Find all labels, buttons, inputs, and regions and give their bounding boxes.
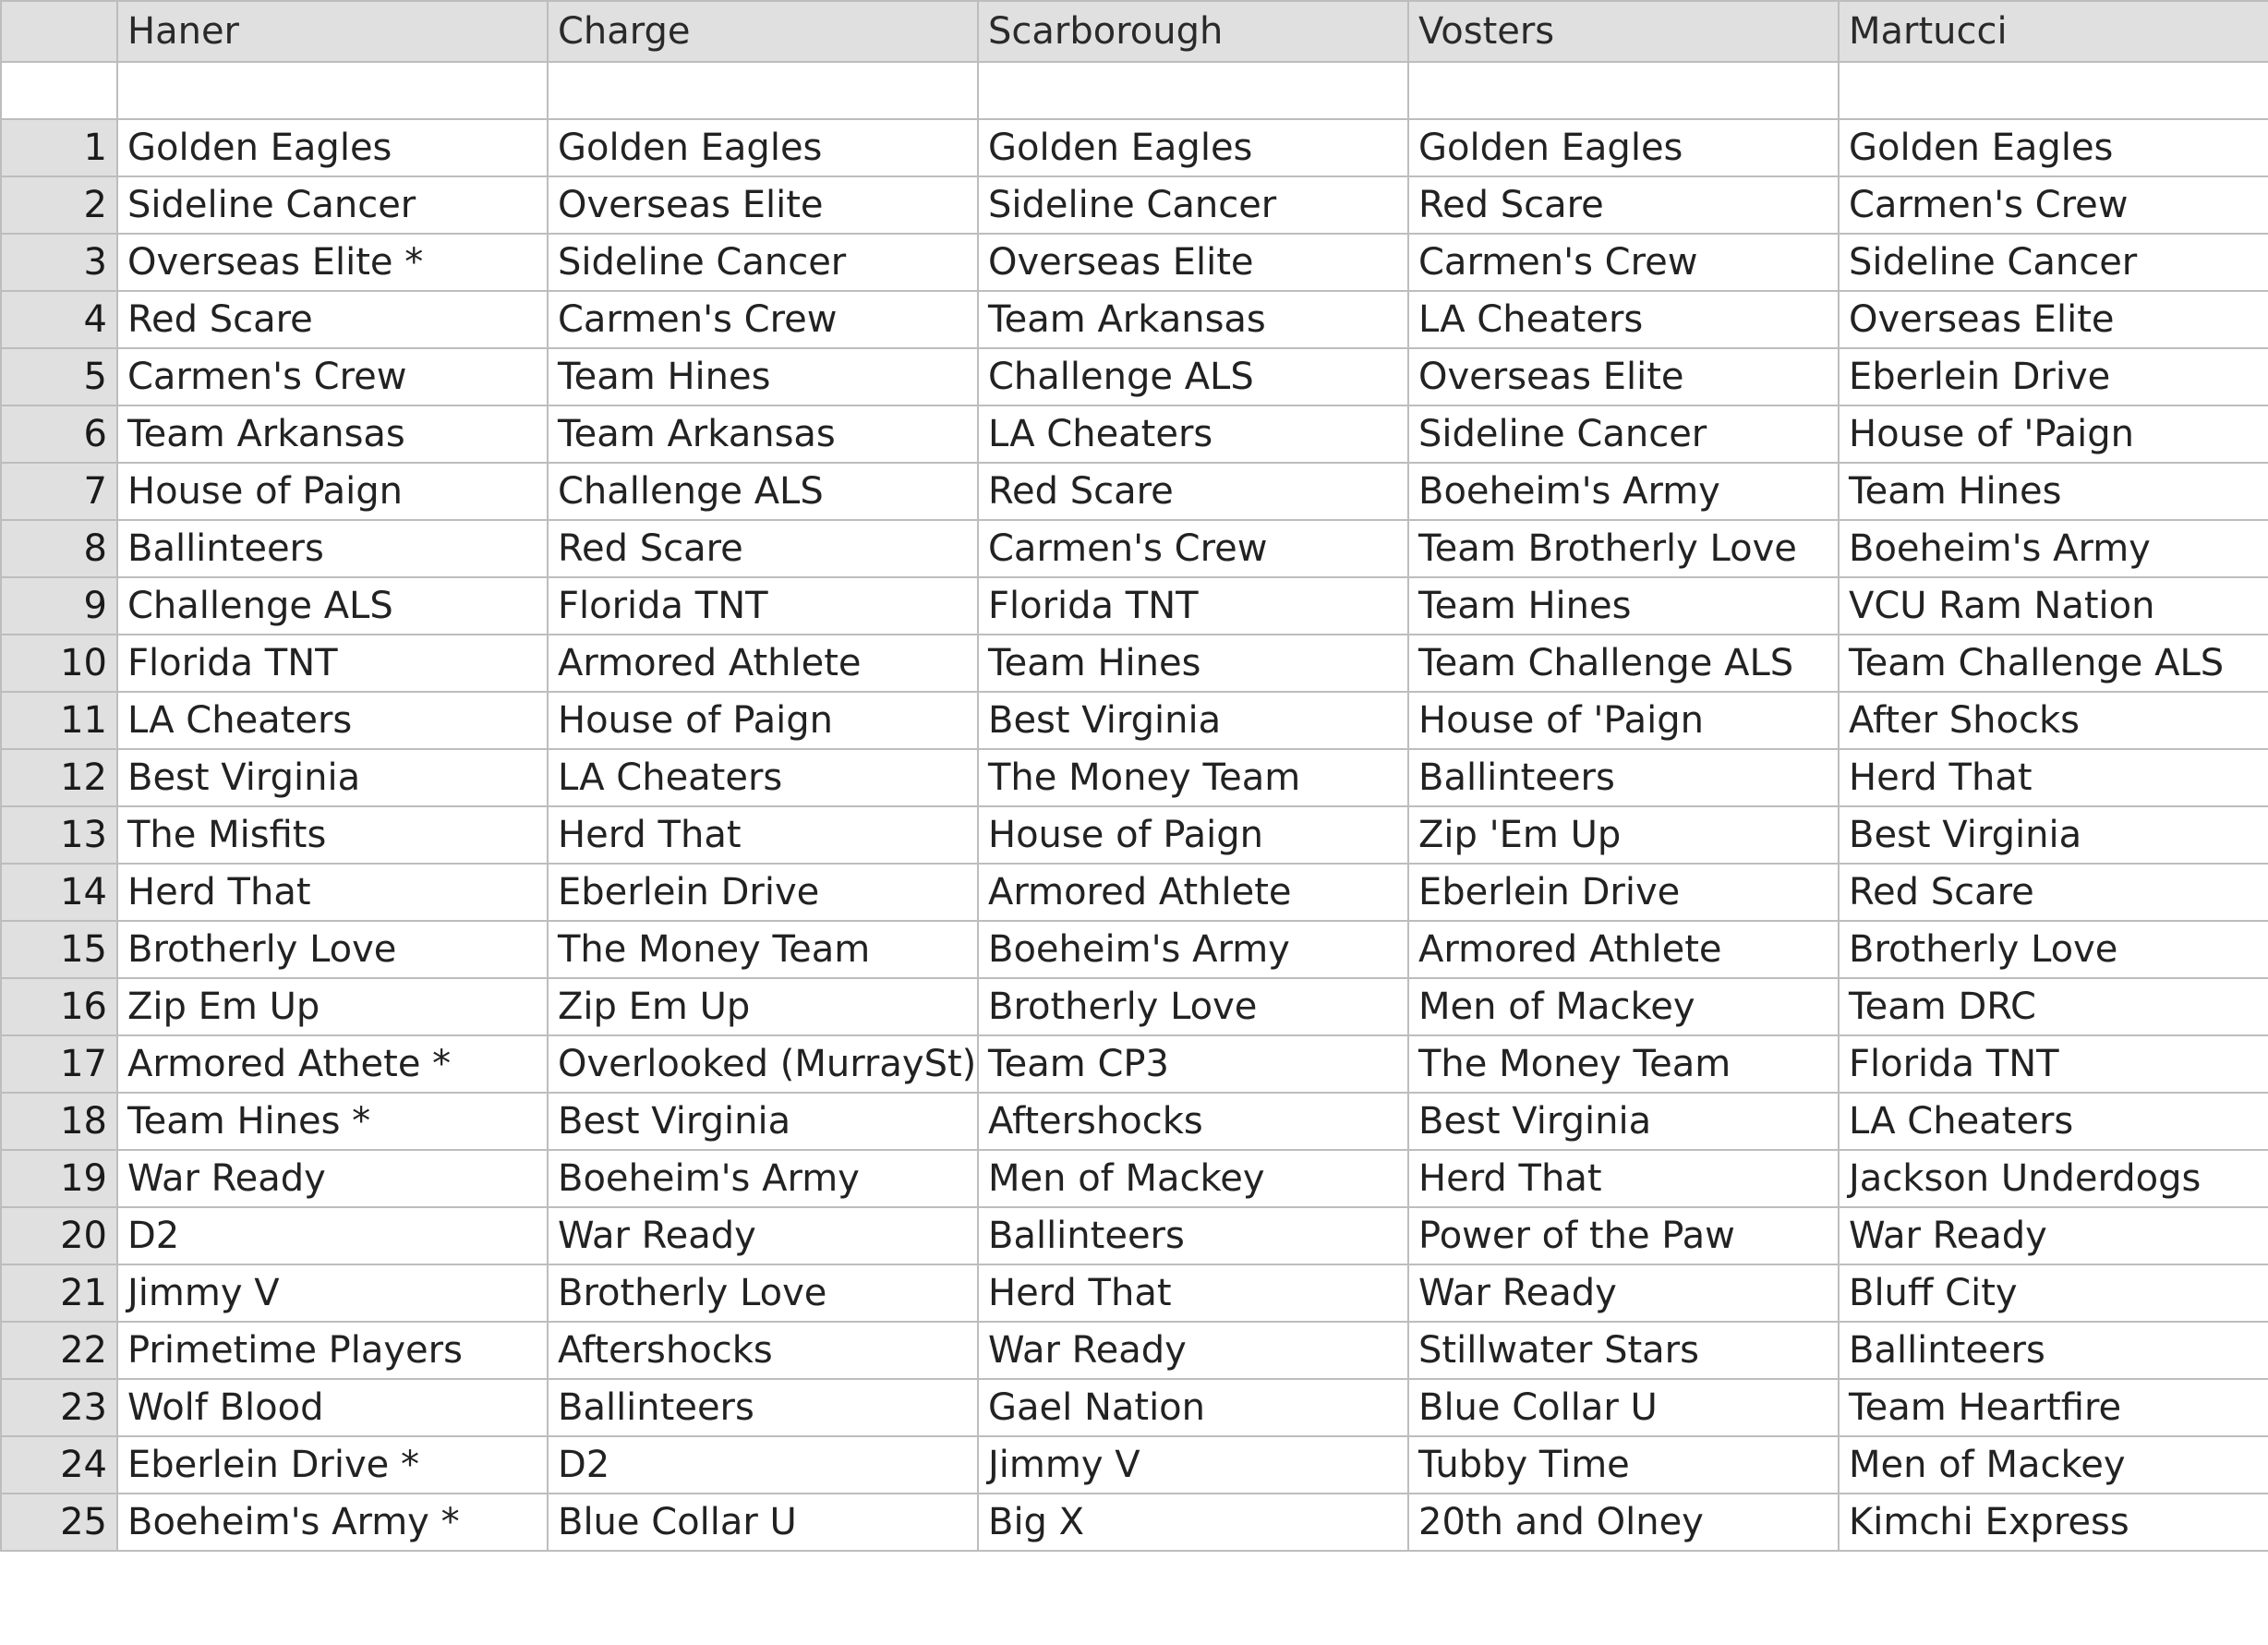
table-cell[interactable]: Team Arkansas [117, 405, 548, 463]
table-cell[interactable]: Armored Athlete [1408, 921, 1839, 978]
table-row [1, 176, 2268, 234]
table-cell[interactable]: Blue Collar U [1408, 1379, 1839, 1436]
table-cell[interactable]: Best Virginia [1408, 1093, 1839, 1150]
table-cell[interactable]: Boeheim's Army * [117, 1494, 548, 1551]
row-number[interactable]: 2 [1, 176, 117, 234]
table-cell[interactable]: Brotherly Love [117, 921, 548, 978]
table-cell[interactable]: Armored Athlete [548, 635, 978, 692]
table-cell[interactable]: Blue Collar U [548, 1494, 978, 1551]
corner-cell[interactable] [1, 1, 117, 62]
table-cell[interactable]: Team Brotherly Love [1408, 520, 1839, 577]
table-cell[interactable]: Eberlein Drive [548, 864, 978, 921]
row-number[interactable]: 11 [1, 692, 117, 749]
table-cell[interactable]: Red Scare [548, 520, 978, 577]
row-number[interactable]: 8 [1, 520, 117, 577]
row-number[interactable]: 20 [1, 1207, 117, 1264]
table-cell[interactable]: The Money Team [978, 749, 1408, 806]
table-cell[interactable]: Team Arkansas [978, 291, 1408, 348]
table-cell[interactable]: Team DRC [1839, 978, 2268, 1035]
table-cell[interactable]: The Money Team [548, 921, 978, 978]
table-cell[interactable]: Team Hines [1839, 463, 2268, 520]
table-cell[interactable]: Golden Eagles [1839, 119, 2268, 176]
table-cell[interactable]: Herd That [1839, 749, 2268, 806]
table-cell[interactable]: Brotherly Love [1839, 921, 2268, 978]
table-cell[interactable]: Team Challenge ALS [1408, 635, 1839, 692]
row-number[interactable]: 18 [1, 1093, 117, 1150]
table-cell[interactable]: Team Hines * [117, 1093, 548, 1150]
table-cell[interactable] [1408, 62, 1839, 119]
row-number[interactable]: 25 [1, 1494, 117, 1551]
row-number[interactable]: 24 [1, 1436, 117, 1494]
table-cell[interactable]: Golden Eagles [1408, 119, 1839, 176]
table-row [1, 864, 2268, 921]
table-cell[interactable]: Best Virginia [978, 692, 1408, 749]
row-number[interactable]: 7 [1, 463, 117, 520]
row-number[interactable] [1, 62, 117, 119]
table-row [1, 1494, 2268, 1551]
table-cell[interactable]: Team Hines [978, 635, 1408, 692]
table-row [1, 577, 2268, 635]
table-row [1, 1436, 2268, 1494]
table-cell[interactable]: Jimmy V [978, 1436, 1408, 1494]
table-row [1, 1207, 2268, 1264]
table-cell[interactable]: Overseas Elite * [117, 234, 548, 291]
table-cell[interactable]: Eberlein Drive [1408, 864, 1839, 921]
table-cell[interactable]: Herd That [1408, 1150, 1839, 1207]
table-row [1, 692, 2268, 749]
table-row [1, 291, 2268, 348]
table-cell[interactable]: Florida TNT [117, 635, 548, 692]
table-cell[interactable]: Challenge ALS [548, 463, 978, 520]
table-cell[interactable]: Red Scare [1408, 176, 1839, 234]
row-number[interactable]: 1 [1, 119, 117, 176]
table-row [1, 806, 2268, 864]
table-cell[interactable]: The Misfits [117, 806, 548, 864]
table-cell[interactable]: Ballinteers [117, 520, 548, 577]
table-cell[interactable]: Team Challenge ALS [1839, 635, 2268, 692]
table-cell[interactable] [548, 62, 978, 119]
row-number[interactable]: 9 [1, 577, 117, 635]
table-cell[interactable]: Carmen's Crew [117, 348, 548, 405]
table-cell[interactable]: Aftershocks [978, 1093, 1408, 1150]
table-row [1, 520, 2268, 577]
table-row [1, 1150, 2268, 1207]
table-row [1, 234, 2268, 291]
row-number[interactable]: 5 [1, 348, 117, 405]
row-number[interactable]: 12 [1, 749, 117, 806]
table-cell[interactable]: Boeheim's Army [978, 921, 1408, 978]
table-cell[interactable]: Team Hines [1408, 577, 1839, 635]
table-cell[interactable]: House of Paign [978, 806, 1408, 864]
row-number[interactable]: 21 [1, 1264, 117, 1322]
table-cell[interactable]: Florida TNT [548, 577, 978, 635]
table-row [1, 921, 2268, 978]
table-cell[interactable]: Power of the Paw [1408, 1207, 1839, 1264]
table-cell[interactable]: Best Virginia [117, 749, 548, 806]
table-cell[interactable]: D2 [117, 1207, 548, 1264]
table-cell[interactable]: Ballinteers [978, 1207, 1408, 1264]
table-row [1, 405, 2268, 463]
table-cell[interactable]: Team CP3 [978, 1035, 1408, 1093]
table-cell[interactable]: Challenge ALS [117, 577, 548, 635]
table-cell[interactable]: Brotherly Love [978, 978, 1408, 1035]
table-cell[interactable]: Sideline Cancer [1408, 405, 1839, 463]
table-cell[interactable]: LA Cheaters [548, 749, 978, 806]
table-cell[interactable]: Primetime Players [117, 1322, 548, 1379]
table-row [1, 1379, 2268, 1436]
table-row [1, 1093, 2268, 1150]
table-cell[interactable]: LA Cheaters [978, 405, 1408, 463]
table-cell[interactable]: LA Cheaters [1839, 1093, 2268, 1150]
table-cell[interactable]: Team Heartfire [1839, 1379, 2268, 1436]
table-cell[interactable]: Overseas Elite [978, 234, 1408, 291]
table-cell[interactable]: Golden Eagles [978, 119, 1408, 176]
table-cell[interactable]: Eberlein Drive * [117, 1436, 548, 1494]
table-cell[interactable]: LA Cheaters [117, 692, 548, 749]
table-cell[interactable]: D2 [548, 1436, 978, 1494]
table-cell[interactable]: 20th and Olney [1408, 1494, 1839, 1551]
table-cell[interactable]: Stillwater Stars [1408, 1322, 1839, 1379]
table-cell[interactable]: Men of Mackey [978, 1150, 1408, 1207]
table-cell[interactable] [117, 62, 548, 119]
table-cell[interactable]: Sideline Cancer [1839, 234, 2268, 291]
row-number[interactable]: 6 [1, 405, 117, 463]
table-cell[interactable]: Sideline Cancer [117, 176, 548, 234]
table-cell[interactable]: Wolf Blood [117, 1379, 548, 1436]
table-cell[interactable]: Overseas Elite [1839, 291, 2268, 348]
table-row [1, 119, 2268, 176]
table-cell[interactable]: Men of Mackey [1839, 1436, 2268, 1494]
row-number[interactable]: 23 [1, 1379, 117, 1436]
blank-row [1, 62, 2268, 119]
table-row [1, 1035, 2268, 1093]
table-cell[interactable]: Bluff City [1839, 1264, 2268, 1322]
table-row [1, 1264, 2268, 1322]
table-body [1, 62, 2268, 1551]
table-cell[interactable]: After Shocks [1839, 692, 2268, 749]
column-header-haner[interactable]: Haner [117, 1, 548, 62]
table-cell[interactable]: LA Cheaters [1408, 291, 1839, 348]
table-cell[interactable]: Florida TNT [978, 577, 1408, 635]
table-cell[interactable]: Boeheim's Army [1408, 463, 1839, 520]
table-cell[interactable]: Overseas Elite [548, 176, 978, 234]
table-cell[interactable]: The Money Team [1408, 1035, 1839, 1093]
table-row [1, 463, 2268, 520]
table-row [1, 749, 2268, 806]
table-cell[interactable]: Golden Eagles [117, 119, 548, 176]
column-header-charge[interactable]: Charge [548, 1, 978, 62]
row-number[interactable]: 16 [1, 978, 117, 1035]
row-number[interactable]: 17 [1, 1035, 117, 1093]
table-cell[interactable]: Challenge ALS [978, 348, 1408, 405]
table-cell[interactable]: Jimmy V [117, 1264, 548, 1322]
table-cell[interactable] [1839, 62, 2268, 119]
row-number[interactable]: 13 [1, 806, 117, 864]
table-cell[interactable]: Tubby Time [1408, 1436, 1839, 1494]
table-cell[interactable]: Best Virginia [1839, 806, 2268, 864]
table-cell[interactable]: Armored Athlete [978, 864, 1408, 921]
table-cell[interactable]: Sideline Cancer [548, 234, 978, 291]
row-number[interactable]: 15 [1, 921, 117, 978]
table-cell[interactable]: War Ready [117, 1150, 548, 1207]
table-cell[interactable]: Red Scare [117, 291, 548, 348]
table-cell[interactable]: Herd That [978, 1264, 1408, 1322]
table-cell[interactable]: Eberlein Drive [1839, 348, 2268, 405]
table-cell[interactable]: Ballinteers [1839, 1322, 2268, 1379]
table-cell[interactable]: Overlooked (MurraySt) [548, 1035, 978, 1093]
table-row [1, 348, 2268, 405]
column-header-vosters[interactable]: Vosters [1408, 1, 1839, 62]
table-cell[interactable]: Carmen's Crew [1839, 176, 2268, 234]
table-cell[interactable]: Carmen's Crew [978, 520, 1408, 577]
table-cell[interactable]: Gael Nation [978, 1379, 1408, 1436]
table-cell[interactable]: Herd That [548, 806, 978, 864]
table-cell[interactable]: Carmen's Crew [548, 291, 978, 348]
table-cell[interactable]: Best Virginia [548, 1093, 978, 1150]
table-cell[interactable]: Zip 'Em Up [1408, 806, 1839, 864]
table-cell[interactable]: Zip Em Up [548, 978, 978, 1035]
table-cell[interactable]: Overseas Elite [1408, 348, 1839, 405]
table-cell[interactable]: Boeheim's Army [1839, 520, 2268, 577]
table-cell[interactable]: Team Hines [548, 348, 978, 405]
table-row [1, 635, 2268, 692]
table-cell[interactable]: Red Scare [978, 463, 1408, 520]
column-header-scarborough[interactable]: Scarborough [978, 1, 1408, 62]
table-cell[interactable]: VCU Ram Nation [1839, 577, 2268, 635]
table-row [1, 978, 2268, 1035]
table-cell[interactable]: Herd That [117, 864, 548, 921]
table-cell[interactable]: Big X [978, 1494, 1408, 1551]
table-cell[interactable]: Zip Em Up [117, 978, 548, 1035]
table-cell[interactable]: Carmen's Crew [1408, 234, 1839, 291]
row-number[interactable]: 4 [1, 291, 117, 348]
table-cell[interactable] [978, 62, 1408, 119]
table-cell[interactable]: War Ready [548, 1207, 978, 1264]
row-number[interactable]: 3 [1, 234, 117, 291]
table-cell[interactable]: Jackson Underdogs [1839, 1150, 2268, 1207]
table-cell[interactable]: House of 'Paign [1839, 405, 2268, 463]
row-number[interactable]: 10 [1, 635, 117, 692]
column-header-martucci[interactable]: Martucci [1839, 1, 2268, 62]
table-cell[interactable]: House of Paign [548, 692, 978, 749]
table-cell[interactable]: Brotherly Love [548, 1264, 978, 1322]
table-cell[interactable]: Ballinteers [1408, 749, 1839, 806]
table-cell[interactable]: Florida TNT [1839, 1035, 2268, 1093]
table-cell[interactable]: House of Paign [117, 463, 548, 520]
table-cell[interactable]: House of 'Paign [1408, 692, 1839, 749]
row-number[interactable]: 22 [1, 1322, 117, 1379]
table-cell[interactable]: Golden Eagles [548, 119, 978, 176]
table-row [1, 1322, 2268, 1379]
table-cell[interactable]: Kimchi Express [1839, 1494, 2268, 1551]
row-number[interactable]: 19 [1, 1150, 117, 1207]
row-number[interactable]: 14 [1, 864, 117, 921]
table-cell[interactable]: Team Arkansas [548, 405, 978, 463]
table-cell[interactable]: Armored Athete * [117, 1035, 548, 1093]
table-cell[interactable]: Red Scare [1839, 864, 2268, 921]
table-cell[interactable]: Sideline Cancer [978, 176, 1408, 234]
table-cell[interactable]: War Ready [978, 1322, 1408, 1379]
table-cell[interactable]: Boeheim's Army [548, 1150, 978, 1207]
table-cell[interactable]: War Ready [1408, 1264, 1839, 1322]
table-cell[interactable]: Aftershocks [548, 1322, 978, 1379]
table-cell[interactable]: Ballinteers [548, 1379, 978, 1436]
header-row [1, 1, 2268, 62]
table-cell[interactable]: Men of Mackey [1408, 978, 1839, 1035]
table-cell[interactable]: War Ready [1839, 1207, 2268, 1264]
